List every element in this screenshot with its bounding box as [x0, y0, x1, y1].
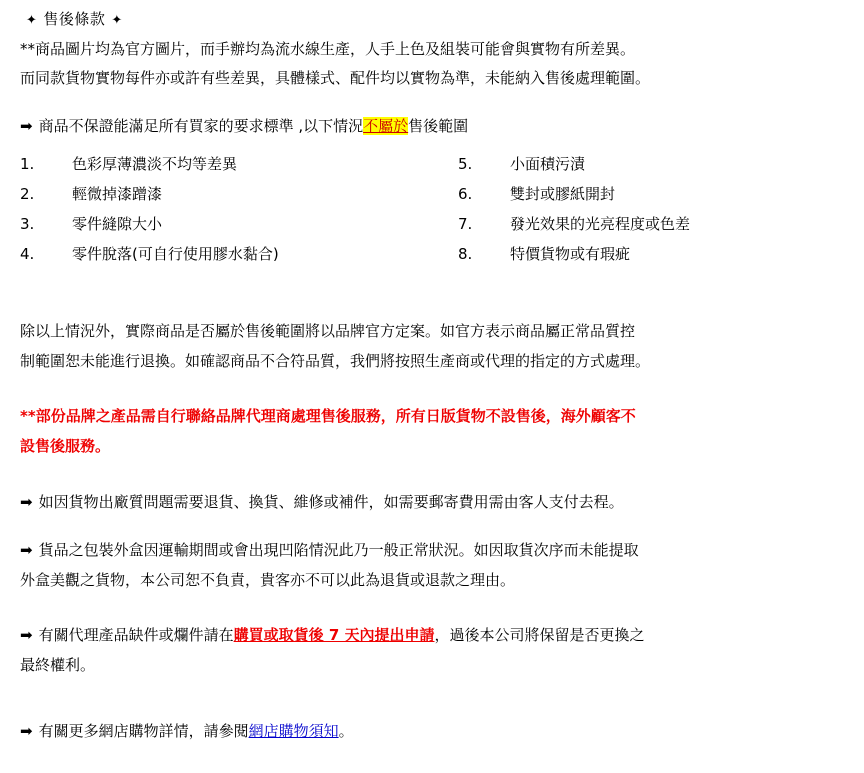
- exclusion-list-left-column: [20, 154, 434, 274]
- list-item: [458, 154, 848, 175]
- exclusion-list: [20, 154, 848, 274]
- note-shipping: [20, 490, 848, 516]
- list-item-number: 3.: [20, 214, 35, 233]
- exclusion-list-right-column: [434, 154, 848, 274]
- note-agent-emphasis: 購買或取貨後 7 天內提出申請: [233, 626, 435, 645]
- list-item-label: 特價貨物或有瑕疵: [510, 244, 631, 263]
- scope-line: [20, 114, 848, 140]
- list-item: [458, 244, 848, 265]
- scope-line-highlight: 不屬於: [363, 117, 409, 136]
- list-item-label: 雙封或膠紙開封: [510, 184, 616, 203]
- spacer: [20, 378, 848, 404]
- warning-line-1: **部份品牌之產品需自行聯絡品牌代理商處理售後服務，所有日版貨物不設售後，海外顧客不: [20, 407, 636, 426]
- list-item: [20, 214, 434, 235]
- note-shipping-text: 如因貨物出廠質問題需要退貨、換貨、維修或補件，如需要郵寄費用需由客人支付去程。: [38, 492, 624, 511]
- diamond-icon-left: ✦: [26, 13, 38, 28]
- footer-note: [20, 719, 848, 745]
- spacer: [20, 597, 848, 623]
- note-packaging-line-1: [20, 538, 848, 564]
- list-item-number: 8.: [458, 244, 473, 263]
- note-packaging-line-2: 外盒美觀之貨物，本公司恕不負責，貴客亦不可以此為退貨或退款之理由。: [20, 570, 516, 589]
- shopping-guide-link[interactable]: 網店購物須知: [248, 721, 339, 740]
- footer-note-after: 。: [338, 721, 354, 740]
- spacer: [20, 520, 848, 538]
- spacer: [20, 683, 848, 709]
- list-item-label: 色彩厚薄濃淡不均等差異: [72, 154, 238, 173]
- arrow-icon: ➡: [20, 626, 33, 645]
- list-item-number: 2.: [20, 184, 35, 203]
- diamond-icon-right: ✦: [111, 13, 123, 28]
- scope-line-before: 商品不保證能滿足所有買家的要求標準 ,以下情況: [38, 117, 364, 136]
- arrow-icon: ➡: [20, 721, 33, 740]
- list-item-number: 6.: [458, 184, 473, 203]
- note-agent-after: ，過後本公司將保留是否更換之: [434, 626, 645, 645]
- spacer: [20, 274, 848, 300]
- list-item-label: 發光效果的光亮程度或色差: [510, 214, 691, 233]
- arrow-icon: ➡: [20, 540, 33, 559]
- note-agent-line-1: [20, 623, 848, 649]
- intro-line-1: **商品圖片均為官方圖片，而手辦均為流水線生產，人手上色及組裝可能會與實物有所差異。: [20, 39, 636, 58]
- policy-line-2: 制範圍恕未能進行退換。如確認商品不合符品質，我們將按照生產商或代理的指定的方式處理。: [20, 352, 651, 371]
- note-agent-before: 有關代理產品缺件或爛件請在: [38, 626, 234, 645]
- list-item: [458, 214, 848, 235]
- list-item-number: 1.: [20, 154, 35, 173]
- spacer: [20, 709, 848, 719]
- list-item-label: 小面積污漬: [510, 154, 586, 173]
- footer-note-before: 有關更多網店購物詳情，請參閱: [38, 721, 249, 740]
- list-item-number: 4.: [20, 244, 35, 263]
- list-item: [458, 184, 848, 205]
- list-item: [20, 244, 434, 265]
- list-item: [20, 184, 434, 205]
- spacer: [20, 300, 848, 318]
- list-item-label: 零件脫落(可自行使用膠水黏合): [72, 244, 279, 263]
- spacer: [20, 96, 848, 114]
- spacer: [20, 464, 848, 490]
- note-packaging-text-1: 貨品之包裝外盒因運輸期間或會出現凹陷情況此乃一般正常狀況。如因取貨次序而未能提取: [38, 540, 639, 559]
- note-agent-line-2: 最終權利。: [20, 656, 96, 675]
- policy-line-1: 除以上情況外，實際商品是否屬於售後範圍將以品牌官方定案。如官方表示商品屬正常品質控: [20, 321, 636, 340]
- page-title: [20, 8, 848, 31]
- intro-line-2: 而同款貨物實物每件亦或許有些差異，具體樣式、配件均以實物為準，未能納入售後處理範圍。: [20, 69, 651, 88]
- page-title-text: 售後條款: [43, 10, 106, 28]
- arrow-icon: ➡: [20, 117, 33, 136]
- list-item-number: 7.: [458, 214, 473, 233]
- arrow-icon: ➡: [20, 492, 33, 511]
- warning-line-2: 設售後服務。: [20, 437, 111, 456]
- scope-line-after: 售後範圍: [408, 117, 469, 136]
- list-item-label: 零件縫隙大小: [72, 214, 163, 233]
- list-item-number: 5.: [458, 154, 473, 173]
- list-item-label: 輕微掉漆蹭漆: [72, 184, 163, 203]
- list-item: [20, 154, 434, 175]
